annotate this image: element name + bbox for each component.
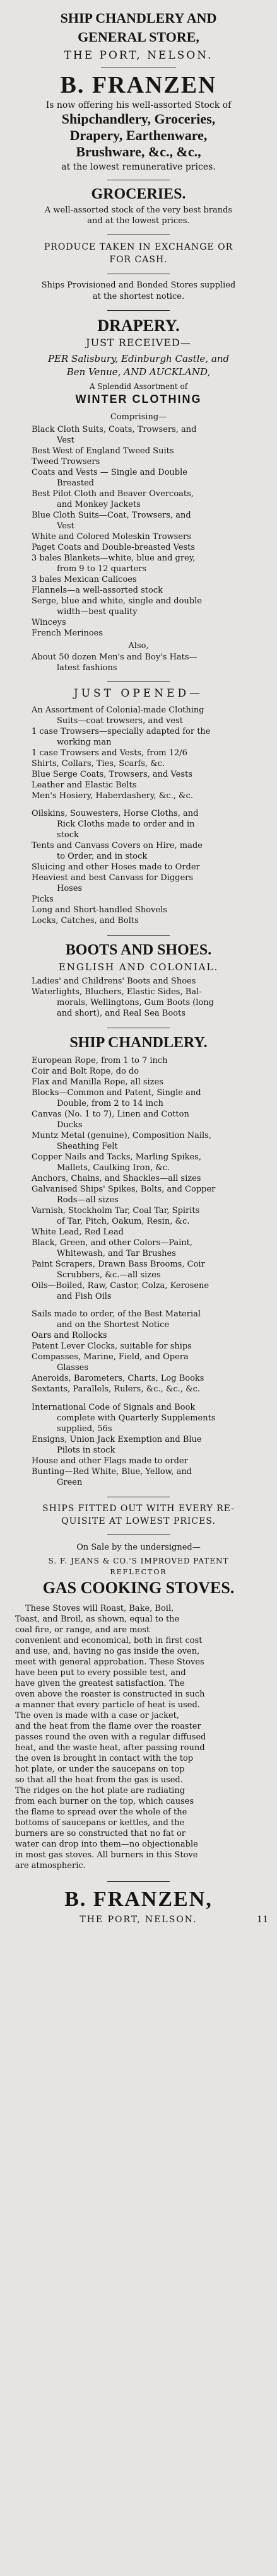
chandlery-item: Muntz Metal (genuine), Composition Nails, [32,1132,211,1140]
produce-notice: FOR CASH. [109,255,168,264]
stove-description: a manner that every particle of heat is used. [15,1701,200,1709]
shipment-line: Ben Venue, AND AUCKLAND, [66,368,211,377]
stove-description: oven above the roaster is constructed in such [15,1690,205,1698]
opened-item: An Assortment of Colonial-made Clothing [32,706,204,714]
opened-item: Tents and Canvass Covers on Hire, made [32,842,203,850]
chandlery-item: supplied, 56s [57,1425,112,1433]
drapery-item: Best Pilot Cloth and Beaver Overcoats, [32,490,194,498]
stove-description: so that all the heat from the gas is used. [15,1776,183,1784]
produce-notice: PRODUCE TAKEN IN EXCHANGE OR [44,243,233,252]
opened-item: to Order, and in stock [57,852,148,861]
drapery-item: Paget Coats and Double-breasted Vests [32,543,196,552]
chandlery-item: Black, Green, and other Colors—Paint, [32,1239,192,1247]
drapery-item: Flannels—a well-assorted stock [32,586,163,595]
drapery-item: 3 bales Blankets—white, blue and grey, [32,554,196,562]
intro-line: at the lowest remunerative prices. [61,163,216,171]
chandlery-item: White Lead, Red Lead [32,1228,124,1236]
boots-item: Waterlights, Bluchers, Elastic Sides, Bal- [32,988,202,996]
opened-item: Picks [32,895,54,903]
chandlery-item: Sheathing Felt [57,1142,118,1151]
fitted-out-notice: QUISITE AT LOWEST PRICES. [61,1517,216,1526]
drapery-item: White and Colored Moleskin Trowsers [32,533,191,541]
chandlery-item: Green [57,1478,83,1487]
opened-item: 1 case Trowsers—specially adapted for the [32,728,211,736]
opened-item: Shirts, Collars, Ties, Scarfs, &c. [32,760,165,768]
stove-description: from each burner on the top, which causes [15,1797,194,1806]
divider [107,681,170,682]
chandlery-item: Bunting—Red White, Blue, Yellow, and [32,1468,192,1476]
chandlery-item: Patent Lever Clocks, suitable for ships [32,1342,192,1350]
divider [107,310,170,311]
boots-item: Ladies' and Childrens' Boots and Shoes [32,977,196,985]
chandlery-item: Blocks—Common and Patent, Single and [32,1089,201,1097]
chandlery-item: Compasses, Marine, Field, and Opera [32,1353,189,1361]
chandlery-item: Double, from 2 to 14 inch [57,1099,163,1108]
boots-item: and short), and Real Sea Boots [57,1009,186,1018]
chandlery-item: and on the Shortest Notice [57,1321,170,1329]
chandlery-item: Ducks [57,1121,83,1129]
chandlery-item: Oars and Rollocks [32,1332,107,1340]
opened-item: Sluicing and other Hoses made to Order [32,863,200,871]
also-label: Also, [128,642,149,650]
footer-name: B. FRANZEN, [64,1889,213,1910]
chandlery-item: European Rope, from 1 to 7 inch [32,1057,168,1065]
chandlery-item: House and other Flags made to order [32,1457,188,1465]
chandlery-item: Ensigns, Union Jack Exemption and Blue [32,1436,202,1444]
chandlery-item: Mallets, Caulking Iron, &c. [57,1164,170,1172]
stove-description: The oven is made with a case or jacket, [15,1712,180,1720]
comprising-label: Comprising— [110,413,167,421]
divider [107,935,170,936]
stove-description: water can drop into them—no objectionable [15,1840,198,1848]
drapery-item: Breasted [57,479,95,487]
chandlery-item: Varnish, Stockholm Tar, Coal Tar, Spirits [32,1207,200,1215]
chandlery-item: Anchors, Chains, and Shackles—all sizes [32,1175,201,1183]
drapery-subheading: JUST RECEIVED— [86,338,191,348]
shop-subtitle: GENERAL STORE, [78,30,199,44]
boots-heading: BOOTS AND SHOES. [65,943,212,958]
drapery-heading: DRAPERY. [97,318,180,334]
opened-item: Locks, Catches, and Bolts [32,917,139,925]
chandlery-item: Glasses [57,1364,89,1372]
provisions-notice: Ships Provisioned and Bonded Stores supplied [41,281,236,289]
stove-description: meet with general approbation. These Stoves [15,1658,204,1666]
drapery-item: 3 bales Mexican Calicoes [32,576,137,584]
stove-description: passes round the oven with a regular diffused [15,1733,206,1741]
chandlery-item: Aneroids, Barometers, Charts, Log Books [32,1374,204,1383]
opened-item: Hoses [57,885,83,893]
drapery-item: Coats and Vests — Single and Double [32,468,187,477]
chandlery-item: Whitewash, and Tar Brushes [57,1250,176,1258]
chandlery-item: Coir and Bolt Rope, do do [32,1067,139,1076]
opened-item: working man [57,738,112,746]
opened-item: Heaviest and best Canvass for Diggers [32,874,194,882]
chandlery-item: Flax and Manilla Rope, all sizes [32,1078,163,1086]
chandlery-item: Rods—all sizes [57,1196,119,1204]
provisions-notice: at the shortest notice. [92,293,185,301]
boots-subheading: ENGLISH AND COLONIAL. [58,963,219,972]
opened-item: stock [57,831,79,839]
intro-line: Is now offering his well-assorted Stock of [45,101,232,110]
drapery-item: About 50 dozen Men's and Boy's Hats— [32,653,197,661]
chandlery-item: Paint Scrapers, Drawn Bass Brooms, Coir [32,1260,205,1268]
stove-description: bottoms of saucepans or kettles, and the [15,1819,185,1827]
drapery-item: Vest [57,436,74,444]
chandlery-item: Oils—Boiled, Raw, Castor, Colza, Kerosene [32,1282,209,1290]
stove-description: coal fire, or range, and are most [15,1626,150,1634]
drapery-item: Blue Cloth Suits—Coat, Trowsers, and [32,511,191,519]
chandlery-item: Sails made to order, of the Best Material [32,1310,201,1318]
boots-item: morals, Wellingtons, Gum Boots (long [57,999,214,1007]
intro-line: Drapery, Earthenware, [69,129,208,142]
opened-item: 1 case Trowsers and Vests, from 12/6 [32,749,187,757]
stove-description: in most gas stoves. All burners in this Stove [15,1851,198,1859]
opened-item: Long and Short-handled Shovels [32,906,167,914]
stove-description: are atmospheric. [15,1862,86,1870]
gas-stoves-heading: GAS COOKING STOVES. [42,1580,235,1596]
footer-address: THE PORT, NELSON. [80,1915,197,1924]
patent-line: S. F. JEANS & CO.'S IMPROVED PATENT [48,1557,229,1565]
stove-description: have given the greatest satisfaction. The [15,1680,185,1688]
stove-description: and use, and, having no gas inside the oven, [15,1647,200,1656]
chandlery-item: Pilots in stock [57,1446,115,1454]
opened-item: Leather and Elastic Belts [32,781,137,789]
patent-line: REFLECTOR [110,1569,167,1575]
assortment-note: A Splendid Assortment of [89,383,188,390]
chandlery-item: complete with Quarterly Supplements [57,1414,216,1422]
opened-item: Oilskins, Souwesters, Horse Cloths, and [32,809,199,818]
stove-description: convenient and economical, both in first cost [15,1637,203,1645]
stove-description: Toast, and Broil, as shown, equal to the [15,1615,180,1623]
shop-title: SHIP CHANDLERY AND [60,11,217,25]
drapery-item: latest fashions [57,664,117,672]
stove-description: burners are so constructed that no fat or [15,1830,186,1838]
drapery-item: Best West of England Tweed Suits [32,447,174,455]
shop-location: THE PORT, NELSON. [64,50,213,61]
intro-line: Brushware, &c., &c., [76,145,201,159]
divider [107,1881,170,1882]
drapery-item: and Monkey Jackets [57,501,141,509]
drapery-item: from 9 to 12 quarters [57,565,147,573]
stove-description: and the heat from the flame over the roaster [15,1722,201,1731]
drapery-item: Winceys [32,618,66,627]
proprietor-name: B. FRANZEN [60,73,217,97]
drapery-item: Serge, blue and white, single and double [32,597,202,605]
winter-clothing-heading: WINTER CLOTHING [75,393,202,405]
opened-item: Blue Serge Coats, Trowsers, and Vests [32,770,192,779]
stove-description: These Stoves will Roast, Bake, Boil, [25,1604,174,1613]
drapery-item: French Merinoes [32,629,103,637]
just-opened-heading: JUST OPENED— [73,688,204,699]
groceries-heading: GROCERIES. [91,187,186,202]
shipment-line: PER Salisbury, Edinburgh Castle, and [47,354,230,364]
stove-description: hot plate, or under the saucepans on top [15,1765,185,1773]
advertisement-number: 11 [257,1915,268,1924]
fitted-out-notice: SHIPS FITTED OUT WITH EVERY RE- [42,1504,235,1513]
chandlery-item: Scrubbers, &c.—all sizes [57,1271,161,1279]
stove-description: heat, and the waste heat, after passing round [15,1744,205,1752]
drapery-item: width—best quality [57,608,138,616]
chandlery-item: International Code of Signals and Book [32,1403,196,1412]
chandlery-item: of Tar, Pitch, Oakum, Resin, &c. [57,1217,190,1226]
stove-description: the flame to spread over the whole of the [15,1808,187,1816]
drapery-item: Vest [57,522,74,530]
chandlery-heading: SHIP CHANDLERY. [69,1035,208,1050]
chandlery-item: Galvanised Ships' Spikes, Bolts, and Copper [32,1185,216,1193]
opened-item: Rick Cloths made to order and in [57,820,195,828]
drapery-item: Tweed Trowsers [32,458,100,466]
chandlery-item: and Fish Oils [57,1292,112,1301]
chandlery-item: Canvas (No. 1 to 7), Linen and Cotton [32,1110,189,1118]
stove-description: The ridges on the hot plate are radiating [15,1787,186,1795]
drapery-item: Black Cloth Suits, Coats, Trowsers, and [32,426,197,434]
chandlery-item: Copper Nails and Tacks, Marling Spikes, [32,1153,201,1161]
opened-item: Men's Hosiery, Haberdashery, &c., &c. [32,792,193,800]
groceries-text: A well-assorted stock of the very best brands [44,206,233,214]
on-sale-line: On Sale by the undersigned— [76,1543,201,1552]
opened-item: Suits—coat trowsers, and vest [57,717,183,725]
intro-line: Shipchandlery, Groceries, [61,112,216,126]
groceries-text: and at the lowest prices. [87,217,190,225]
stove-description: have been put to every possible test, and [15,1669,186,1677]
stove-description: the oven is brought in contact with the top [15,1755,194,1763]
chandlery-item: Sextants, Parallels, Rulers, &c., &c., &c. [32,1385,201,1393]
